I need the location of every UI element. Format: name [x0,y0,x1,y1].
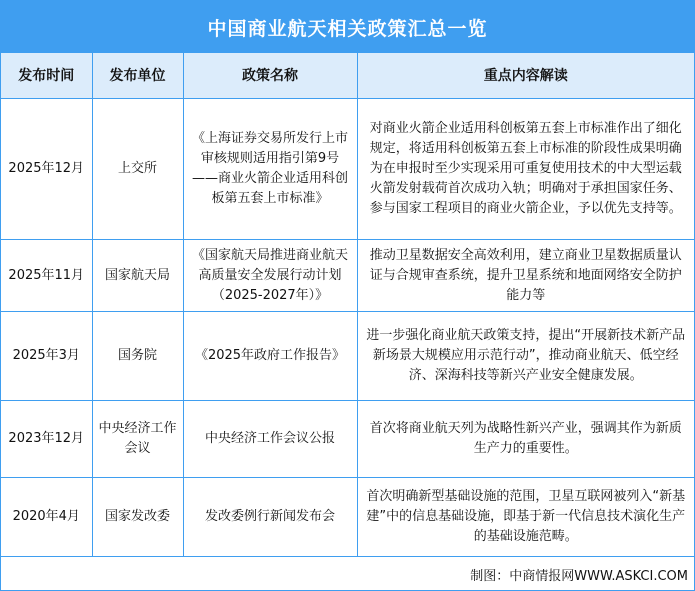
page-title: 中国商业航天相关政策汇总一览 [1,1,694,53]
header-org: 发布单位 [92,53,183,99]
cell-policy: 《2025年政府工作报告》 [183,312,357,401]
cell-content: 进一步强化商业航天政策支持，提出“开展新技术新产品新场景大规模应用示范行动”，推动商业航天、低空经济、深海科技等新兴产业安全健康发展。 [357,312,694,401]
table-header-row [1,53,694,99]
policy-table [1,53,694,557]
cell-policy: 发改委例行新闻发布会 [183,478,357,557]
cell-policy: 《国家航天局推进商业航天高质量安全发展行动计划（2025-2027年）》 [183,240,357,312]
cell-date: 2025年11月 [1,240,92,312]
header-content: 重点内容解读 [357,53,694,99]
cell-policy: 《上海证券交易所发行上市审核规则适用指引第9号——商业火箭企业适用科创板第五套上市标准》 [183,99,357,240]
cell-date: 2023年12月 [1,401,92,478]
table-row [1,312,694,401]
cell-content: 首次明确新型基础设施的范围，卫星互联网被列入“新基建”中的信息基础设施，即基于新一代信息技术演化生产的基础设施范畴。 [357,478,694,557]
cell-org: 国家航天局 [92,240,183,312]
table-row [1,478,694,557]
header-policy: 政策名称 [183,53,357,99]
cell-content: 推动卫星数据安全高效利用，建立商业卫星数据质量认证与合规审查系统，提升卫星系统和地面网络安全防护能力等 [357,240,694,312]
cell-org: 中央经济工作会议 [92,401,183,478]
table-row [1,99,694,240]
cell-org: 国家发改委 [92,478,183,557]
cell-org: 上交所 [92,99,183,240]
cell-date: 2025年3月 [1,312,92,401]
table-row [1,240,694,312]
cell-date: 2020年4月 [1,478,92,557]
cell-content: 首次将商业航天列为战略性新兴产业，强调其作为新质生产力的重要性。 [357,401,694,478]
table-row [1,401,694,478]
source-credit: 制图：中商情报网WWW.ASKCI.COM [470,568,688,584]
cell-org: 国务院 [92,312,183,401]
cell-date: 2025年12月 [1,99,92,240]
cell-policy: 中央经济工作会议公报 [183,401,357,478]
cell-content: 对商业火箭企业适用科创板第五套上市标准作出了细化规定，将适用科创板第五套上市标准的阶段性成果明确为在申报时至少实现采用可重复使用技术的中大型运载火箭发射载荷首次成功入轨；明确对于承担国家任务、参与国家工程项目的商业火箭企业，予以优先支持等。 [357,99,694,240]
header-date: 发布时间 [1,53,92,99]
